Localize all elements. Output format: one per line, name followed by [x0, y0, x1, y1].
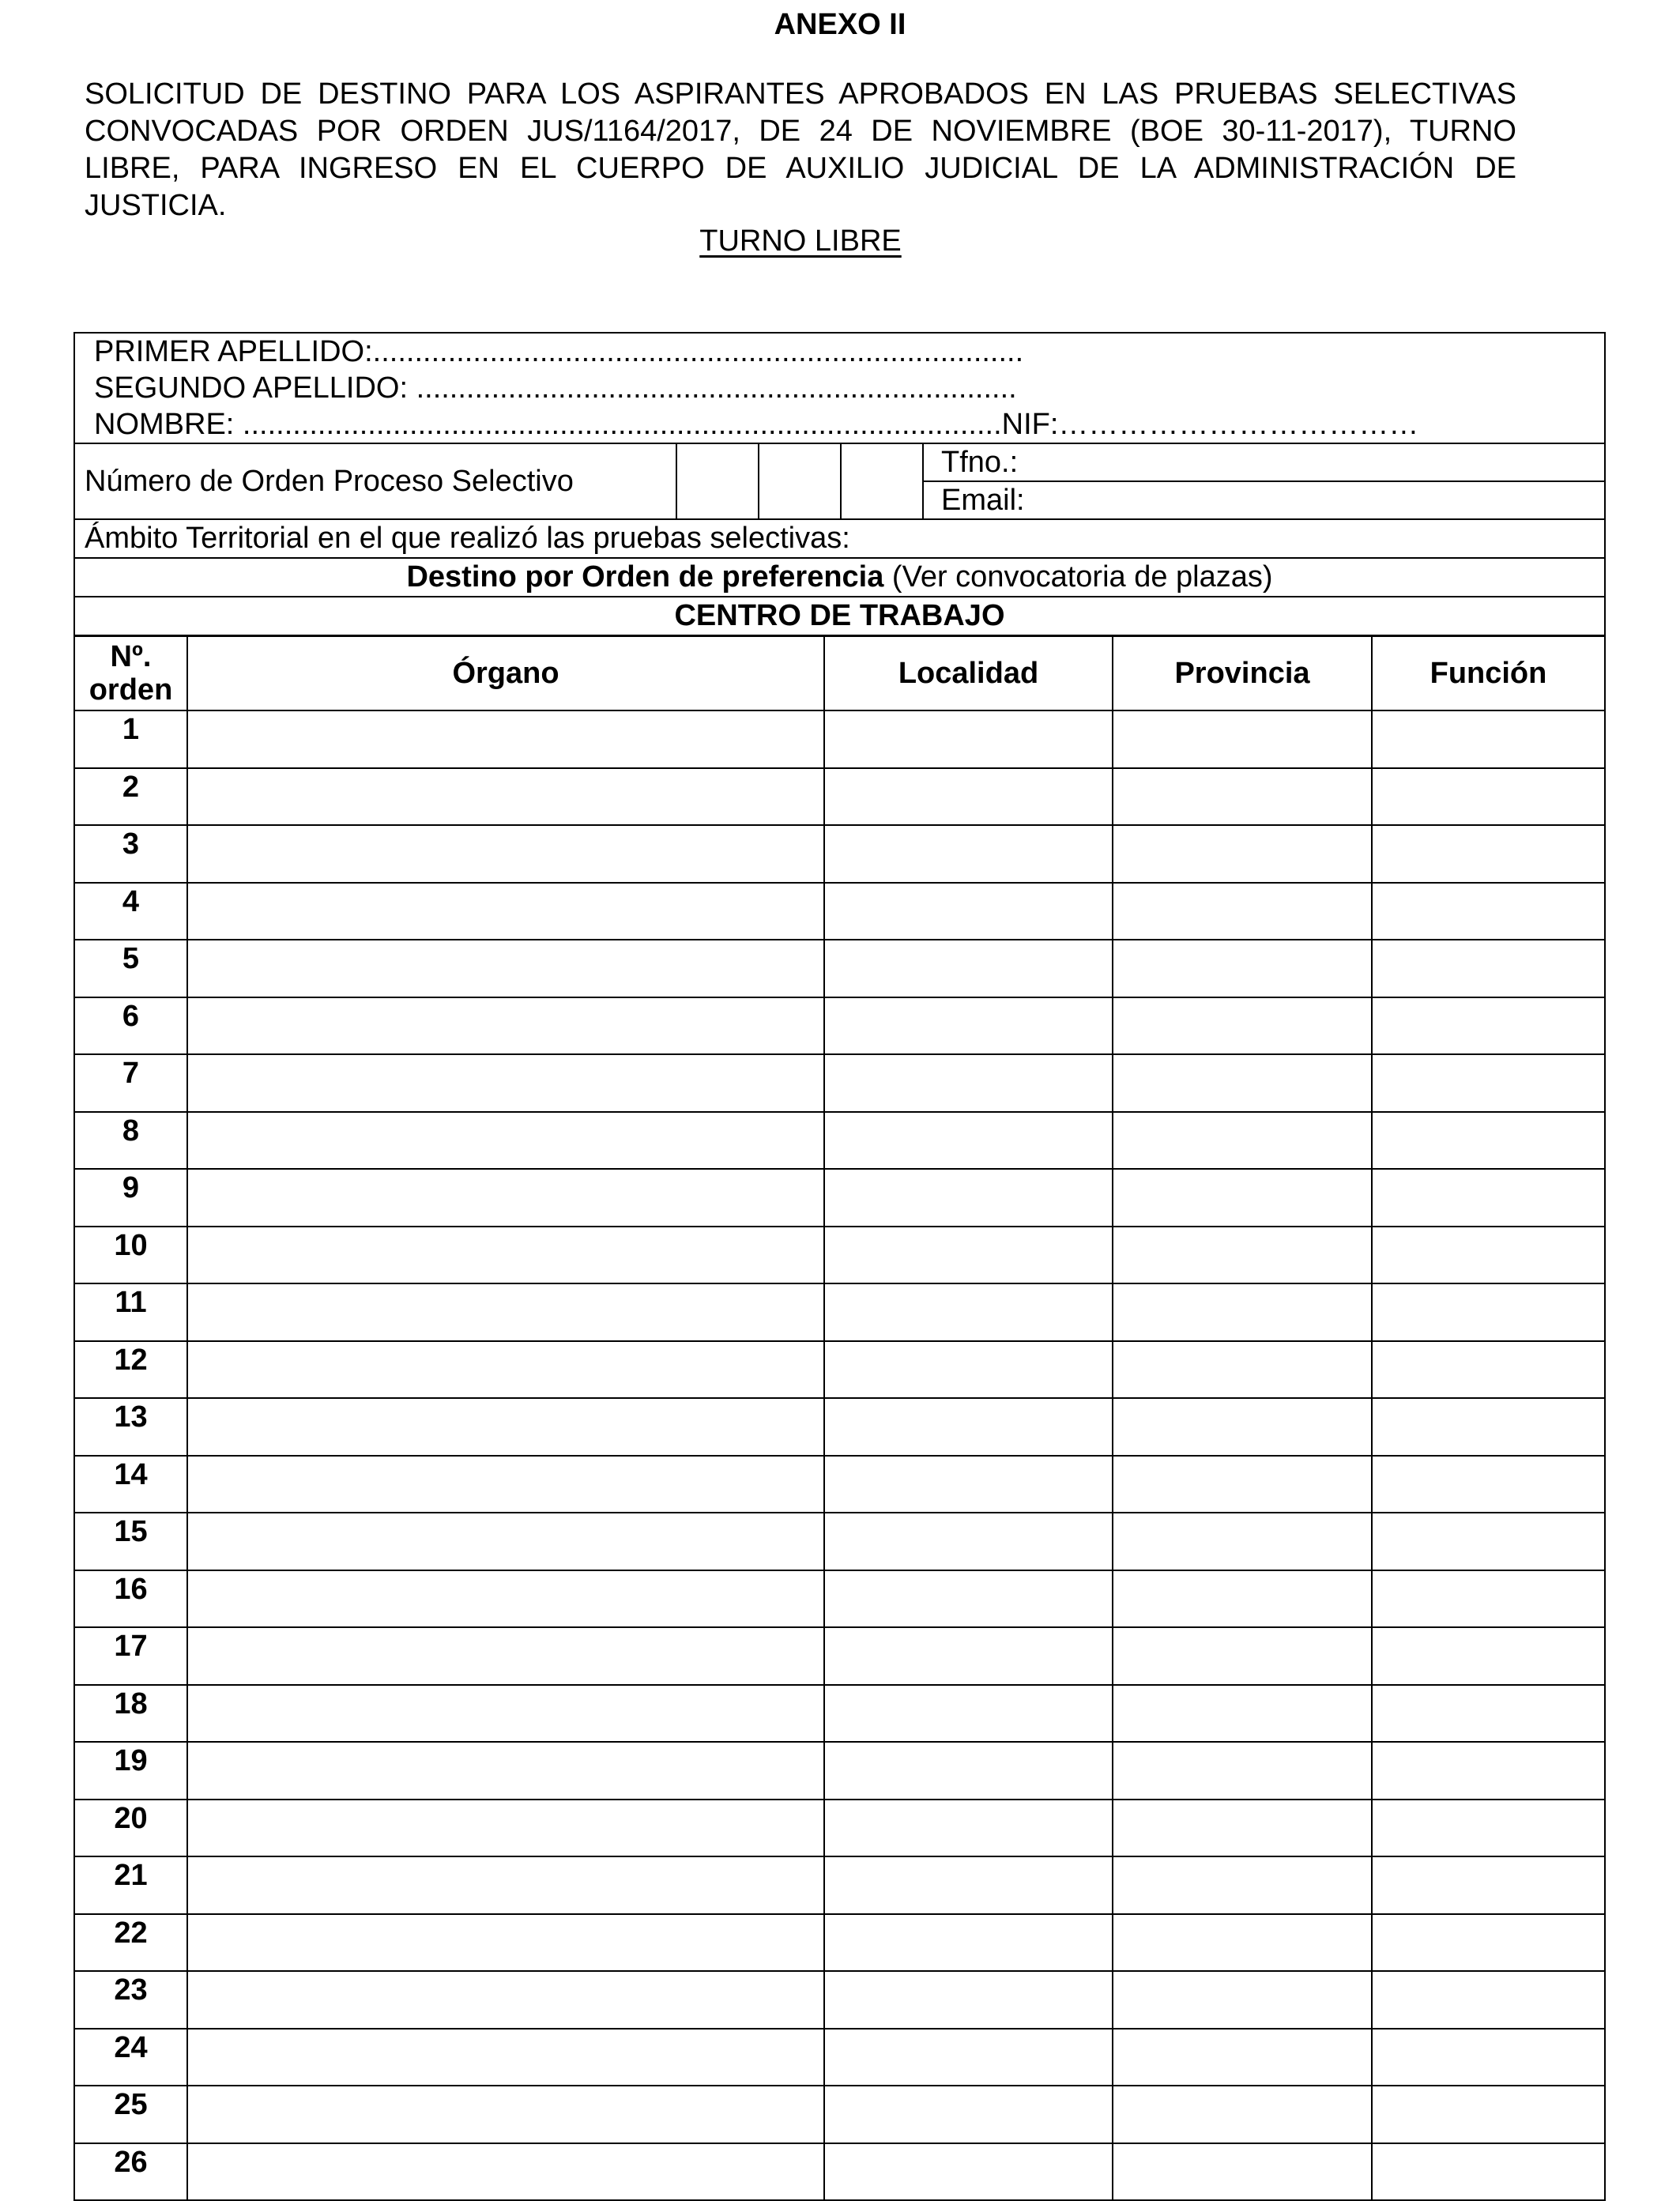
table-row — [74, 710, 1605, 768]
localidad-cell[interactable] — [824, 768, 1113, 826]
personal-data-table — [73, 332, 1606, 636]
row-number: 22 — [74, 1914, 187, 1972]
table-row — [74, 1971, 1605, 2029]
provincia-cell[interactable] — [1113, 883, 1372, 940]
table-row — [74, 883, 1605, 940]
provincia-cell[interactable] — [1113, 1627, 1372, 1685]
primer-apellido-field[interactable]: PRIMER APELLIDO:.............................................................................. — [94, 335, 1024, 368]
row-number: 9 — [74, 1169, 187, 1227]
provincia-cell[interactable] — [1113, 2143, 1372, 2201]
table-row — [74, 1914, 1605, 1972]
row-number: 24 — [74, 2029, 187, 2086]
row-number: 2 — [74, 768, 187, 826]
table-row — [74, 825, 1605, 883]
organo-cell[interactable] — [187, 1112, 824, 1170]
destino-bold-label: Destino por Orden de preferencia — [406, 560, 884, 594]
funcion-cell[interactable] — [1372, 710, 1605, 768]
funcion-cell[interactable] — [1372, 940, 1605, 997]
funcion-cell[interactable] — [1372, 997, 1605, 1055]
row-number: 21 — [74, 1856, 187, 1914]
numero-orden-label: Número de Orden Proceso Selectivo — [74, 443, 676, 519]
numero-orden-box-1[interactable] — [676, 443, 759, 519]
column-header-provincia: Provincia — [1113, 636, 1372, 710]
localidad-cell[interactable] — [824, 1112, 1113, 1170]
row-number: 16 — [74, 1570, 187, 1628]
row-number: 11 — [74, 1283, 187, 1341]
provincia-cell[interactable] — [1113, 1971, 1372, 2029]
column-header-organo: Órgano — [187, 636, 824, 710]
localidad-cell[interactable] — [824, 2029, 1113, 2086]
organo-cell[interactable] — [187, 883, 824, 940]
organo-cell[interactable] — [187, 1054, 824, 1112]
organo-cell[interactable] — [187, 2086, 824, 2143]
funcion-cell[interactable] — [1372, 1742, 1605, 1800]
table-row — [74, 1800, 1605, 1857]
column-header-localidad: Localidad — [824, 636, 1113, 710]
localidad-cell[interactable] — [824, 2143, 1113, 2201]
localidad-cell[interactable] — [824, 1971, 1113, 2029]
row-number: 23 — [74, 1971, 187, 2029]
numero-orden-box-3[interactable] — [841, 443, 923, 519]
provincia-cell[interactable] — [1113, 1742, 1372, 1800]
table-row — [74, 768, 1605, 826]
table-row — [74, 1112, 1605, 1170]
table-row — [74, 1742, 1605, 1800]
provincia-cell[interactable] — [1113, 1112, 1372, 1170]
tfno-field[interactable]: Tfno.: — [923, 443, 1605, 481]
funcion-cell[interactable] — [1372, 1054, 1605, 1112]
ambito-territorial-field[interactable]: Ámbito Territorial en el que realizó las pruebas selectivas: — [74, 519, 1605, 558]
funcion-cell[interactable] — [1372, 1169, 1605, 1227]
row-number: 15 — [74, 1513, 187, 1570]
organo-cell[interactable] — [187, 1513, 824, 1570]
provincia-cell[interactable] — [1113, 1169, 1372, 1227]
organo-cell[interactable] — [187, 940, 824, 997]
destino-note: (Ver convocatoria de plazas) — [883, 560, 1273, 594]
row-number: 3 — [74, 825, 187, 883]
column-header-orden: Nº. orden — [74, 636, 187, 710]
organo-cell[interactable] — [187, 710, 824, 768]
localidad-cell[interactable] — [824, 1627, 1113, 1685]
provincia-cell[interactable] — [1113, 2086, 1372, 2143]
funcion-cell[interactable] — [1372, 1513, 1605, 1570]
funcion-cell[interactable] — [1372, 1800, 1605, 1857]
centro-trabajo-heading — [74, 597, 1605, 635]
localidad-cell[interactable] — [824, 1742, 1113, 1800]
funcion-cell[interactable] — [1372, 1570, 1605, 1628]
provincia-cell[interactable] — [1113, 940, 1372, 997]
row-number: 1 — [74, 710, 187, 768]
localidad-cell[interactable] — [824, 2086, 1113, 2143]
provincia-cell[interactable] — [1113, 1685, 1372, 1743]
funcion-cell[interactable] — [1372, 1914, 1605, 1972]
table-row — [74, 1856, 1605, 1914]
email-field[interactable]: Email: — [923, 481, 1605, 519]
provincia-cell[interactable] — [1113, 1283, 1372, 1341]
funcion-cell[interactable] — [1372, 1283, 1605, 1341]
organo-cell[interactable] — [187, 2143, 824, 2201]
organo-cell[interactable] — [187, 1914, 824, 1972]
row-number: 14 — [74, 1456, 187, 1513]
localidad-cell[interactable] — [824, 1513, 1113, 1570]
organo-cell[interactable] — [187, 1971, 824, 2029]
provincia-cell[interactable] — [1113, 710, 1372, 768]
row-number: 17 — [74, 1627, 187, 1685]
provincia-cell[interactable] — [1113, 2029, 1372, 2086]
funcion-cell[interactable] — [1372, 1456, 1605, 1513]
table-row — [74, 1513, 1605, 1570]
localidad-cell[interactable] — [824, 1054, 1113, 1112]
row-number: 10 — [74, 1227, 187, 1284]
funcion-cell[interactable] — [1372, 1227, 1605, 1284]
row-number: 4 — [74, 883, 187, 940]
provincia-cell[interactable] — [1113, 1398, 1372, 1456]
localidad-cell[interactable] — [824, 1398, 1113, 1456]
provincia-cell[interactable] — [1113, 768, 1372, 826]
organo-cell[interactable] — [187, 1627, 824, 1685]
table-row — [74, 2029, 1605, 2086]
localidad-cell[interactable] — [824, 1283, 1113, 1341]
funcion-cell[interactable] — [1372, 1341, 1605, 1399]
localidad-cell[interactable] — [824, 1341, 1113, 1399]
provincia-cell[interactable] — [1113, 1513, 1372, 1570]
organo-cell[interactable] — [187, 1685, 824, 1743]
row-number: 19 — [74, 1742, 187, 1800]
provincia-cell[interactable] — [1113, 1227, 1372, 1284]
organo-cell[interactable] — [187, 1570, 824, 1628]
numero-orden-box-2[interactable] — [759, 443, 841, 519]
row-number: 6 — [74, 997, 187, 1055]
table-row — [74, 1341, 1605, 1399]
localidad-cell[interactable] — [824, 1227, 1113, 1284]
organo-cell[interactable] — [187, 1169, 824, 1227]
provincia-cell[interactable] — [1113, 997, 1372, 1055]
organo-cell[interactable] — [187, 997, 824, 1055]
localidad-cell[interactable] — [824, 883, 1113, 940]
row-number: 12 — [74, 1341, 187, 1399]
funcion-cell[interactable] — [1372, 1856, 1605, 1914]
localidad-cell[interactable] — [824, 940, 1113, 997]
localidad-cell[interactable] — [824, 825, 1113, 883]
table-row — [74, 1627, 1605, 1685]
segundo-apellido-field[interactable]: SEGUNDO APELLIDO: ........................................................................ — [94, 371, 1017, 405]
row-number: 25 — [74, 2086, 187, 2143]
intro-paragraph: SOLICITUD DE DESTINO PARA LOS ASPIRANTES APROBADOS EN LAS PRUEBAS SELECTIVAS CONVOCADAS POR ORDEN JUS/1164/2017, DE 24 DE NOVIEMBRE (BOE 30-11-2017), TURNO LIBRE, PARA INGRESO EN EL CUERPO DE AUXILIO JUDICIAL DE LA ADMINISTRACIÓN DE JUSTICIA. — [85, 77, 1516, 222]
row-number: 8 — [74, 1112, 187, 1170]
organo-cell[interactable] — [187, 1856, 824, 1914]
table-row — [74, 1398, 1605, 1456]
localidad-cell[interactable] — [824, 1169, 1113, 1227]
table-row — [74, 1169, 1605, 1227]
row-number: 18 — [74, 1685, 187, 1743]
funcion-cell[interactable] — [1372, 1685, 1605, 1743]
funcion-cell[interactable] — [1372, 1398, 1605, 1456]
destino-heading — [74, 558, 1605, 597]
funcion-cell[interactable] — [1372, 2029, 1605, 2086]
turno-label: TURNO LIBRE — [699, 224, 902, 258]
organo-cell[interactable] — [187, 768, 824, 826]
funcion-cell[interactable] — [1372, 2086, 1605, 2143]
row-number: 13 — [74, 1398, 187, 1456]
organo-cell[interactable] — [187, 825, 824, 883]
organo-cell[interactable] — [187, 2029, 824, 2086]
document-title: ANEXO II — [774, 8, 906, 41]
table-row — [74, 1054, 1605, 1112]
turno-heading — [0, 223, 1601, 259]
provincia-cell[interactable] — [1113, 1054, 1372, 1112]
destinations-table — [73, 635, 1606, 2201]
provincia-cell[interactable] — [1113, 1570, 1372, 1628]
funcion-cell[interactable] — [1372, 1627, 1605, 1685]
table-row — [74, 1227, 1605, 1284]
table-row — [74, 1456, 1605, 1513]
name-fields-cell — [74, 333, 1605, 443]
table-row — [74, 2086, 1605, 2143]
funcion-cell[interactable] — [1372, 883, 1605, 940]
table-row — [74, 997, 1605, 1055]
table-row — [74, 2143, 1605, 2201]
provincia-cell[interactable] — [1113, 825, 1372, 883]
organo-cell[interactable] — [187, 1283, 824, 1341]
localidad-cell[interactable] — [824, 1685, 1113, 1743]
organo-cell[interactable] — [187, 1456, 824, 1513]
column-header-funcion: Función — [1372, 636, 1605, 710]
organo-cell[interactable] — [187, 1800, 824, 1857]
table-row — [74, 1570, 1605, 1628]
organo-cell[interactable] — [187, 1398, 824, 1456]
localidad-cell[interactable] — [824, 1456, 1113, 1513]
localidad-cell[interactable] — [824, 1856, 1113, 1914]
nombre-nif-field[interactable]: NOMBRE: ...........................................................................................NIF:……………………………… — [94, 408, 1419, 441]
provincia-cell[interactable] — [1113, 1914, 1372, 1972]
localidad-cell[interactable] — [824, 710, 1113, 768]
localidad-cell[interactable] — [824, 1914, 1113, 1972]
row-number: 20 — [74, 1800, 187, 1857]
funcion-cell[interactable] — [1372, 1112, 1605, 1170]
localidad-cell[interactable] — [824, 997, 1113, 1055]
table-row — [74, 1283, 1605, 1341]
funcion-cell[interactable] — [1372, 2143, 1605, 2201]
row-number: 5 — [74, 940, 187, 997]
row-number: 7 — [74, 1054, 187, 1112]
funcion-cell[interactable] — [1372, 825, 1605, 883]
funcion-cell[interactable] — [1372, 768, 1605, 826]
provincia-cell[interactable] — [1113, 1800, 1372, 1857]
destinations-table-body — [74, 710, 1605, 2200]
table-row — [74, 940, 1605, 997]
organo-cell[interactable] — [187, 1742, 824, 1800]
centro-trabajo-label: CENTRO DE TRABAJO — [674, 599, 1005, 632]
provincia-cell[interactable] — [1113, 1341, 1372, 1399]
localidad-cell[interactable] — [824, 1570, 1113, 1628]
row-number: 26 — [74, 2143, 187, 2201]
provincia-cell[interactable] — [1113, 1456, 1372, 1513]
organo-cell[interactable] — [187, 1341, 824, 1399]
localidad-cell[interactable] — [824, 1800, 1113, 1857]
organo-cell[interactable] — [187, 1227, 824, 1284]
table-row — [74, 1685, 1605, 1743]
provincia-cell[interactable] — [1113, 1856, 1372, 1914]
funcion-cell[interactable] — [1372, 1971, 1605, 2029]
